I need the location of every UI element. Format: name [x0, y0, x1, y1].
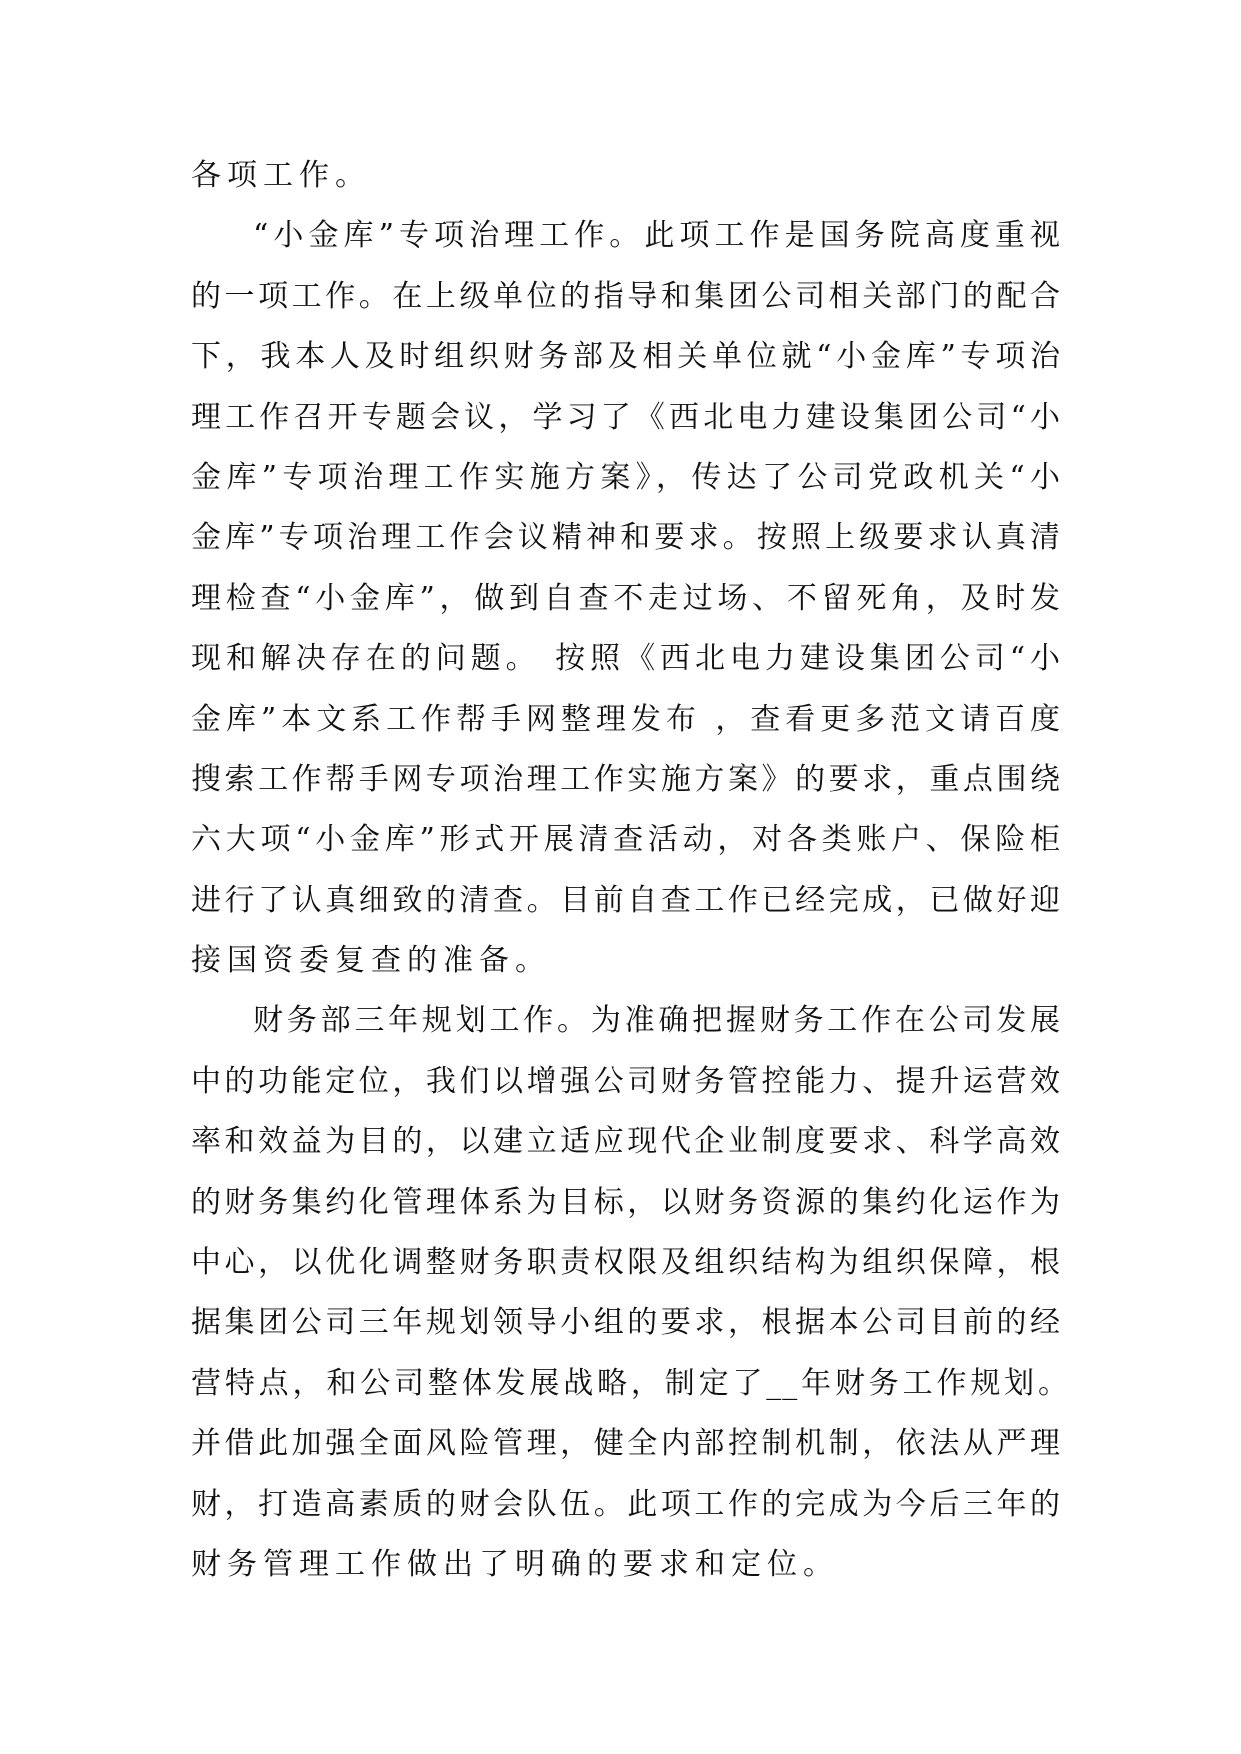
text-line: 中心，以优化调整财务职责权限及组织结构为组织保障，根 [191, 1245, 1061, 1281]
text-line: 接国资委复查的准备。 [191, 943, 551, 979]
text-line: 并借此加强全面风险管理，健全内部控制机制，依法从严理 [191, 1426, 1061, 1462]
text-line: 率和效益为目的，以建立适应现代企业制度要求、科学高效 [191, 1124, 1061, 1160]
text-line: 财，打造高素质的财会队伍。此项工作的完成为今后三年的 [191, 1486, 1061, 1522]
text-line: 财务管理工作做出了明确的要求和定位。 [191, 1546, 839, 1582]
text-line: 的一项工作。在上级单位的指导和集团公司相关部门的配合 [191, 278, 1061, 314]
text-line: 理工作召开专题会议，学习了《西北电力建设集团公司“小 [191, 399, 1061, 435]
text-line: 的财务集约化管理体系为目标，以财务资源的集约化运作为 [191, 1184, 1061, 1220]
text-line: 理检查“小金库”，做到自查不走过场、不留死角，及时发 [191, 580, 1061, 616]
text-line: 现和解决存在的问题。 按照《西北电力建设集团公司“小 [191, 641, 1061, 677]
text-line: 金库”本文系工作帮手网整理发布 ，查看更多范文请百度 [191, 701, 1061, 737]
paragraph-first-line: “小金库”专项治理工作。此项工作是国务院高度重视 [253, 218, 1061, 254]
text-line: 下，我本人及时组织财务部及相关单位就“小金库”专项治 [191, 339, 1061, 375]
paragraph-first-line: 财务部三年规划工作。为准确把握财务工作在公司发展 [253, 1003, 1061, 1039]
text-line: 据集团公司三年规划领导小组的要求，根据本公司目前的经 [191, 1305, 1061, 1341]
text-line: 进行了认真细致的清查。目前自查工作已经完成，已做好迎 [191, 882, 1061, 918]
text-line: 金库”专项治理工作会议精神和要求。按照上级要求认真清 [191, 520, 1061, 556]
text-line: 营特点，和公司整体发展战略，制定了__年财务工作规划。 [191, 1365, 1069, 1401]
text-line: 各项工作。 [191, 158, 371, 193]
body-text [191, 146, 1069, 1595]
text-line: 搜索工作帮手网专项治理工作实施方案》的要求，重点围绕 [191, 761, 1061, 797]
text-line: 六大项“小金库”形式开展清查活动，对各类账户、保险柜 [191, 822, 1061, 858]
text-line: 中的功能定位，我们以增强公司财务管控能力、提升运营效 [191, 1063, 1061, 1099]
text-line: 金库”专项治理工作实施方案》，传达了公司党政机关“小 [191, 459, 1061, 495]
